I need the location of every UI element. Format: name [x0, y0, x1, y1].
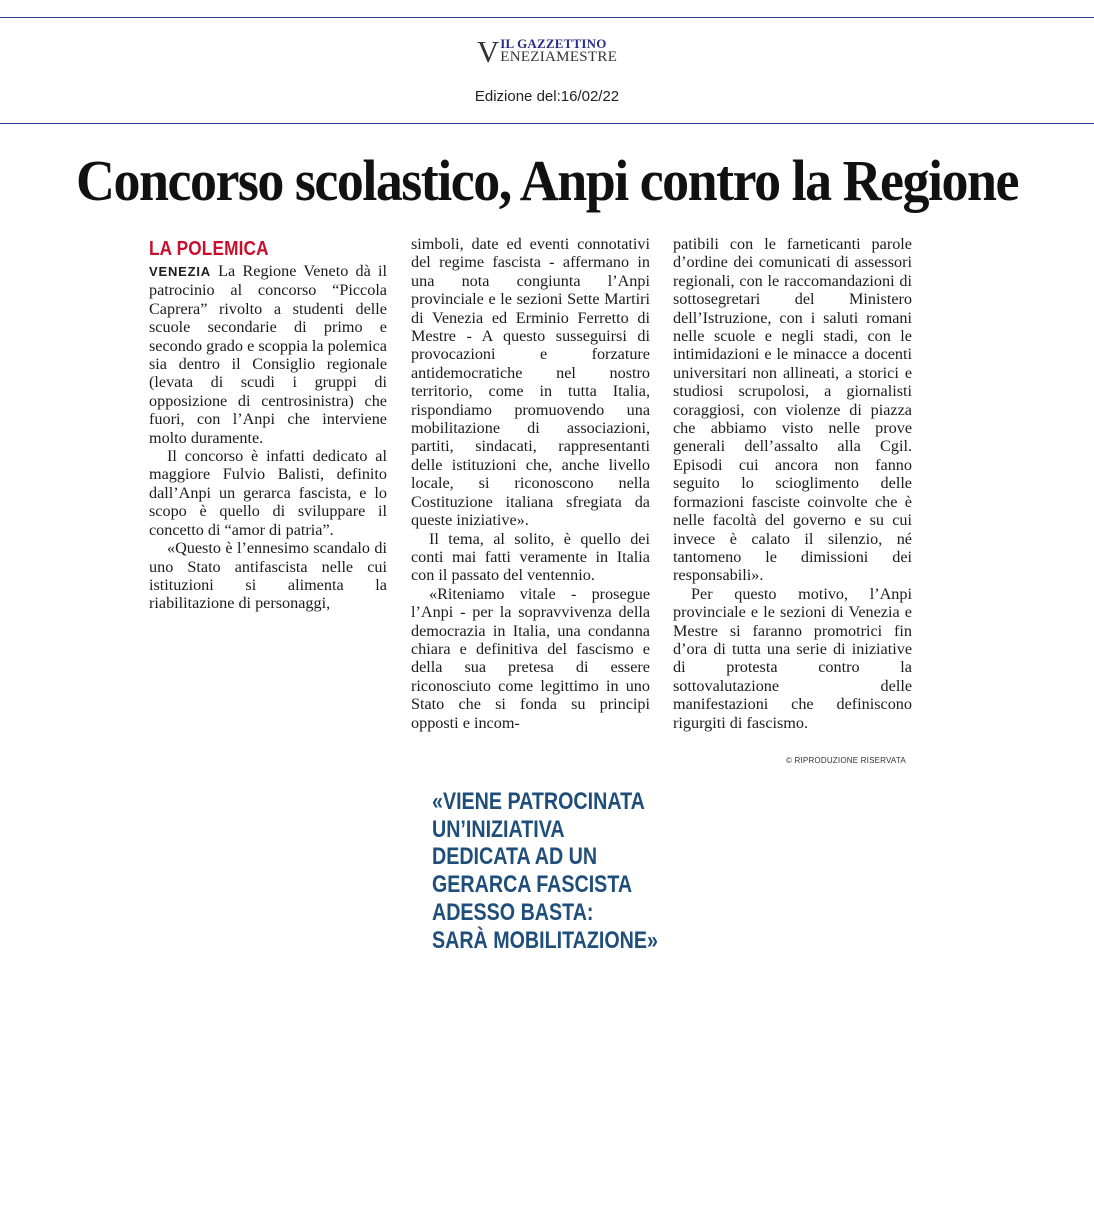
paragraph: «Riteniamo vitale - prosegue l’Anpi - per la sopravvivenza della democrazia in Italia, una condanna chiara e definitiva del fascismo e della sua pretesa di essere riconosciuto come legittimo in uno Stato che si fonda su principi opposti e incom-	[411, 584, 650, 732]
paragraph: Il tema, al solito, è quello dei conti mai fatti veramente in Italia con il passato del ventennio.	[411, 529, 650, 585]
dateline: VENEZIA	[149, 264, 211, 279]
pull-quote-line: UN’INIZIATIVA	[432, 815, 565, 843]
paragraph: VENEZIA La Regione Veneto dà il patrocinio al concorso “Piccola Caprera” rivolto a studenti delle scuole secondarie di primo e secondo grado e scoppia la polemica sia dentro il Consiglio regionale (levata di scudi i gruppi di opposizione di centrosinistra) che fuori, con l’Anpi che interviene molto duramente.	[149, 262, 387, 447]
article-column-1	[149, 262, 387, 613]
paragraph: Il concorso è infatti dedicato al maggiore Fulvio Balisti, definito dall’Anpi un gerarca fascista, e lo scopo è quello di sviluppare il concetto di “amor di patria”.	[149, 447, 387, 539]
masthead	[0, 34, 1094, 69]
edition-date: Edizione del:16/02/22	[474, 88, 620, 105]
article-kicker: LA POLEMICA	[149, 238, 269, 260]
pull-quote	[432, 788, 658, 954]
top-rule	[0, 17, 1094, 18]
copyright-notice: © RIPRODUZIONE RISERVATA	[786, 756, 906, 765]
newspaper-logo	[476, 34, 618, 69]
paragraph: Per questo motivo, l’Anpi provinciale e le sezioni di Venezia e Mestre si faranno promotrici fin d’ora di tutta una serie di iniziative di protesta contro la sottovalutazione delle manifestazioni che definiscono rigurgiti di fascismo.	[673, 584, 912, 732]
pull-quote-line: GERARCA FASCISTA	[432, 871, 633, 899]
paragraph: simboli, date ed eventi connotativi del regime fascista - affermano in una nota congiunta l’Anpi provinciale e le sezioni Sette Martiri di Venezia ed Erminio Ferretto di Mestre - A questo susseguirsi di provocazioni e forzature antidemocratiche nel nostro territorio, come in tutta Italia, rispondiamo promuovendo una mobilitazione di associazioni, partiti, sindacati, rappresentanti delle istituzioni che, anche livello locale, si riconoscono nella Costituzione italiana sfregiata da queste iniziative».	[411, 235, 650, 530]
pull-quote-line: DEDICATA AD UN	[432, 843, 598, 871]
logo-city-name: ENEZIAMESTRE	[500, 49, 618, 65]
article-column-2	[411, 235, 650, 732]
logo-initial: V	[476, 34, 500, 69]
logo-paper-name: IL GAZZETTINO	[500, 36, 607, 51]
paragraph: patibili con le farneticanti parole d’ordine dei comunicati di assessori regionali, con le raccomandazioni di sottosegretari del Ministero dell’Istruzione, con i saluti romani nelle scuole e negli stadi, con le intimidazioni e le minacce a docenti universitari non allineati, a storici e studiosi scrupolosi, a giornalisti coraggiosi, con violenze di piazza che abbiamo visto nelle prove generali dell’assalto alla Cgil. Episodi cui ancora non fanno seguito lo scioglimento delle formazioni fasciste coinvolte che è nelle facoltà del governo e su cui invece è calato il silenzio, né tantomeno le dimissioni dei responsabili».	[673, 235, 912, 585]
article-headline: Concorso scolastico, Anpi contro la Regione	[76, 148, 1018, 213]
pull-quote-line: SARÀ MOBILITAZIONE»	[432, 926, 658, 954]
header-rule	[0, 123, 1094, 124]
pull-quote-line: «VIENE PATROCINATA	[432, 788, 645, 815]
pull-quote-line: ADESSO BASTA:	[432, 898, 594, 926]
paragraph: «Questo è l’ennesimo scandalo di uno Stato antifascista nelle cui istituzioni si alimenta la riabilitazione di personaggi,	[149, 539, 387, 613]
article-column-3	[673, 235, 912, 732]
